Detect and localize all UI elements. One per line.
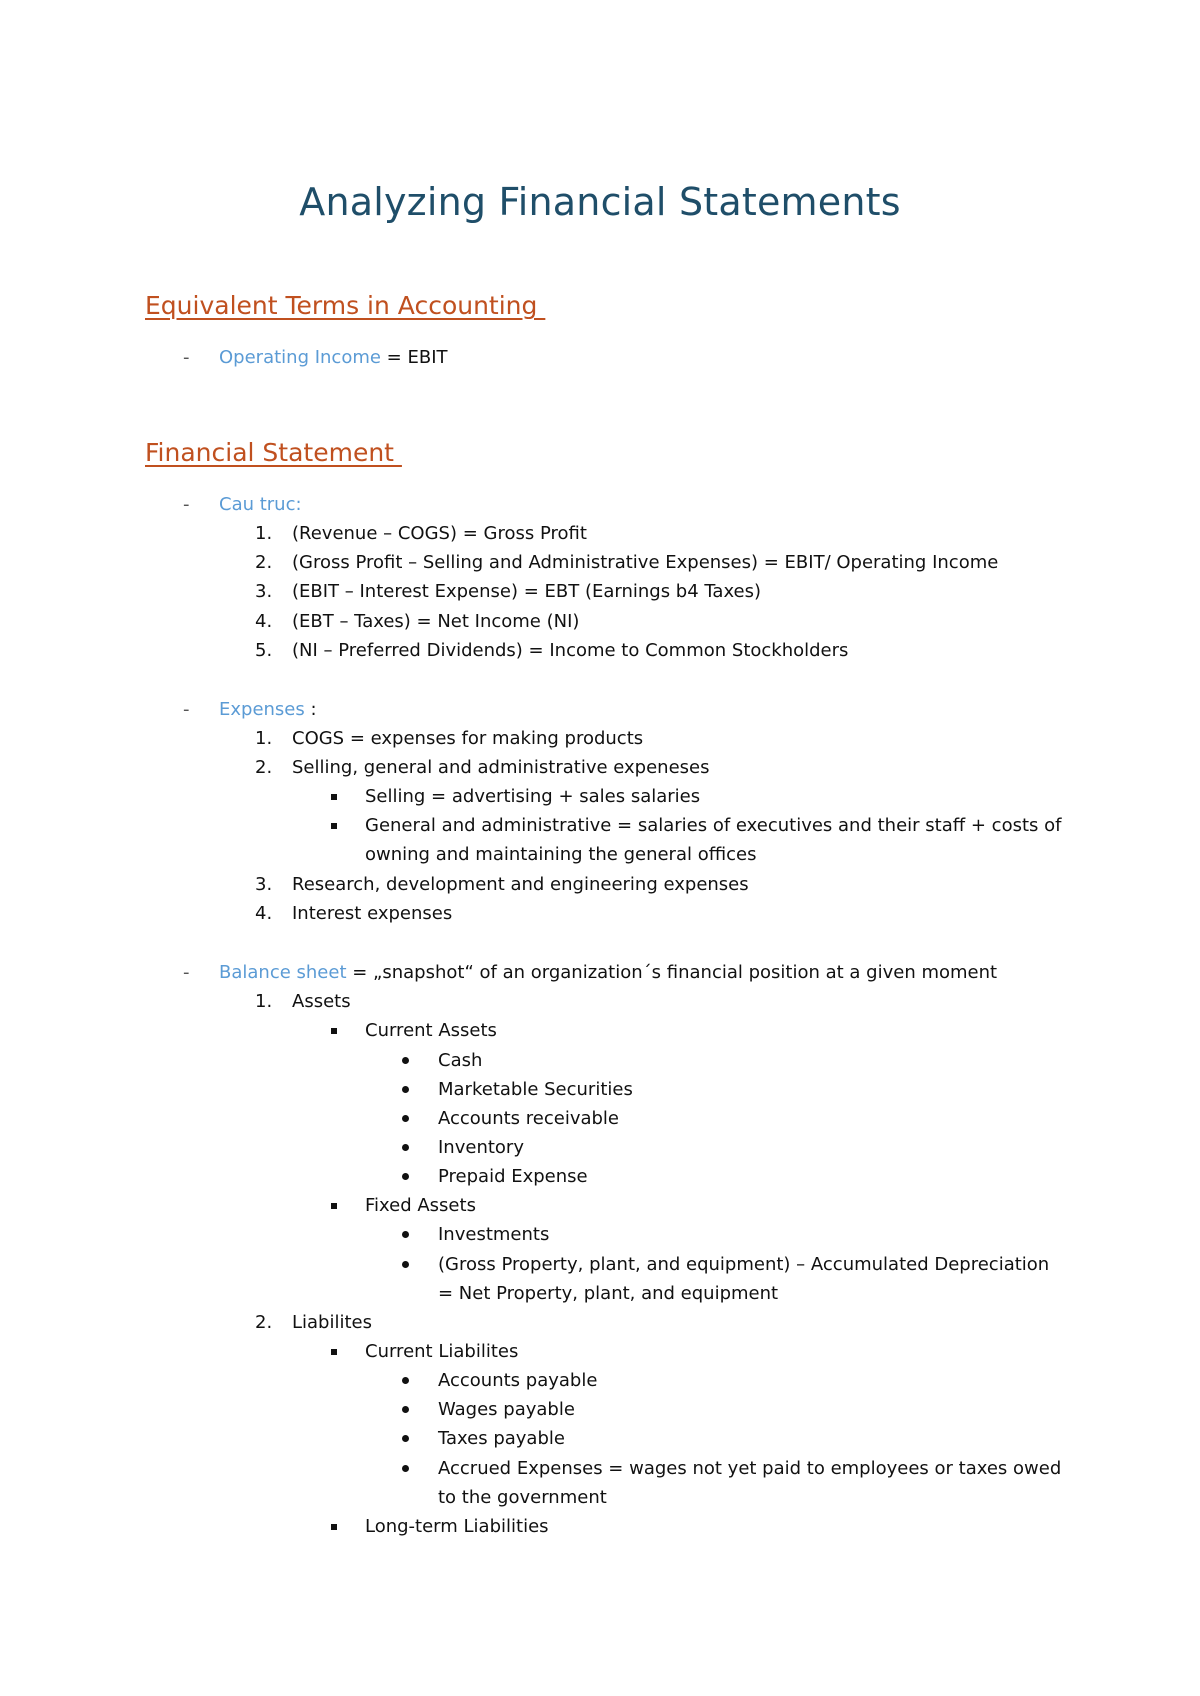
- term-definition: = EBIT: [380, 347, 448, 368]
- list-number: 3.: [255, 874, 273, 895]
- balance-sheet-definition: = „snapshot“ of an organization´s financial position at a given moment: [346, 962, 998, 983]
- current-assets-item: Current Assets: [365, 1020, 497, 1041]
- square-bullet-icon: [331, 1524, 337, 1530]
- round-bullet-icon: [402, 1465, 409, 1472]
- list-item-operating-income: [219, 343, 448, 372]
- square-bullet-icon: [331, 794, 337, 800]
- list-item: (Gross Property, plant, and equipment) – Accumulated Depreciation: [438, 1254, 1050, 1275]
- round-bullet-icon: [402, 1377, 409, 1384]
- list-number: 2.: [255, 552, 273, 573]
- cau-truc-label: Cau truc:: [219, 494, 302, 515]
- balance-sheet-label: Balance sheet: [219, 962, 347, 983]
- round-bullet-icon: [402, 1406, 409, 1413]
- list-number: 1.: [255, 728, 273, 749]
- round-bullet-icon: [402, 1231, 409, 1238]
- list-item: Research, development and engineering expenses: [292, 874, 749, 895]
- list-item: Investments: [438, 1224, 550, 1245]
- expenses-heading: [219, 695, 317, 724]
- list-item: Interest expenses: [292, 903, 453, 924]
- list-item: (Revenue – COGS) = Gross Profit: [292, 523, 587, 544]
- current-liabilities-item: Current Liabilites: [365, 1341, 519, 1362]
- list-item: Marketable Securities: [438, 1079, 633, 1100]
- list-item: (EBT – Taxes) = Net Income (NI): [292, 611, 580, 632]
- list-number: 4.: [255, 611, 273, 632]
- list-number: 3.: [255, 581, 273, 602]
- square-bullet-icon: [331, 1028, 337, 1034]
- list-item-continuation: to the government: [438, 1487, 607, 1508]
- list-number: 1.: [255, 991, 273, 1012]
- list-item: (NI – Preferred Dividends) = Income to Common Stockholders: [292, 640, 849, 661]
- list-item: Accounts receivable: [438, 1108, 620, 1129]
- balance-sheet-heading: [219, 958, 997, 987]
- square-bullet-icon: [331, 1349, 337, 1355]
- list-item: Accrued Expenses = wages not yet paid to employees or taxes owed: [438, 1458, 1062, 1479]
- list-item: Selling, general and administrative expeneses: [292, 757, 710, 778]
- list-item: Accounts payable: [438, 1370, 598, 1391]
- list-item: Selling = advertising + sales salaries: [365, 786, 701, 807]
- list-number: 2.: [255, 1312, 273, 1333]
- page-title: Analyzing Financial Statements: [299, 180, 901, 224]
- list-item: (Gross Profit – Selling and Administrative Expenses) = EBIT/ Operating Income: [292, 552, 999, 573]
- round-bullet-icon: [402, 1261, 409, 1268]
- list-item: Inventory: [438, 1137, 524, 1158]
- list-number: 5.: [255, 640, 273, 661]
- list-dash: -: [183, 494, 190, 515]
- list-item: (EBIT – Interest Expense) = EBT (Earnings b4 Taxes): [292, 581, 762, 602]
- expenses-colon: :: [304, 699, 317, 720]
- list-dash: -: [183, 962, 190, 983]
- list-number: 4.: [255, 903, 273, 924]
- fixed-assets-item: Fixed Assets: [365, 1195, 476, 1216]
- expenses-label: Expenses: [219, 699, 305, 720]
- round-bullet-icon: [402, 1057, 409, 1064]
- list-item: Taxes payable: [438, 1428, 565, 1449]
- round-bullet-icon: [402, 1435, 409, 1442]
- list-item-continuation: owning and maintaining the general offices: [365, 844, 757, 865]
- assets-item: Assets: [292, 991, 351, 1012]
- round-bullet-icon: [402, 1173, 409, 1180]
- term-label: Operating Income: [219, 347, 381, 368]
- list-dash: -: [183, 347, 190, 368]
- list-item: General and administrative = salaries of executives and their staff + costs of: [365, 815, 1062, 836]
- section-heading-financial-statement: Financial Statement: [145, 438, 402, 467]
- list-item-continuation: = Net Property, plant, and equipment: [438, 1283, 779, 1304]
- round-bullet-icon: [402, 1086, 409, 1093]
- round-bullet-icon: [402, 1115, 409, 1122]
- list-item: Cash: [438, 1050, 483, 1071]
- liabilities-item: Liabilites: [292, 1312, 372, 1333]
- list-number: 2.: [255, 757, 273, 778]
- list-dash: -: [183, 699, 190, 720]
- list-item: Prepaid Expense: [438, 1166, 588, 1187]
- list-item: Wages payable: [438, 1399, 575, 1420]
- square-bullet-icon: [331, 1203, 337, 1209]
- long-term-liabilities-item: Long-term Liabilities: [365, 1516, 549, 1537]
- round-bullet-icon: [402, 1144, 409, 1151]
- list-number: 1.: [255, 523, 273, 544]
- section-heading-equivalent-terms: Equivalent Terms in Accounting: [145, 291, 546, 320]
- square-bullet-icon: [331, 823, 337, 829]
- list-item: COGS = expenses for making products: [292, 728, 644, 749]
